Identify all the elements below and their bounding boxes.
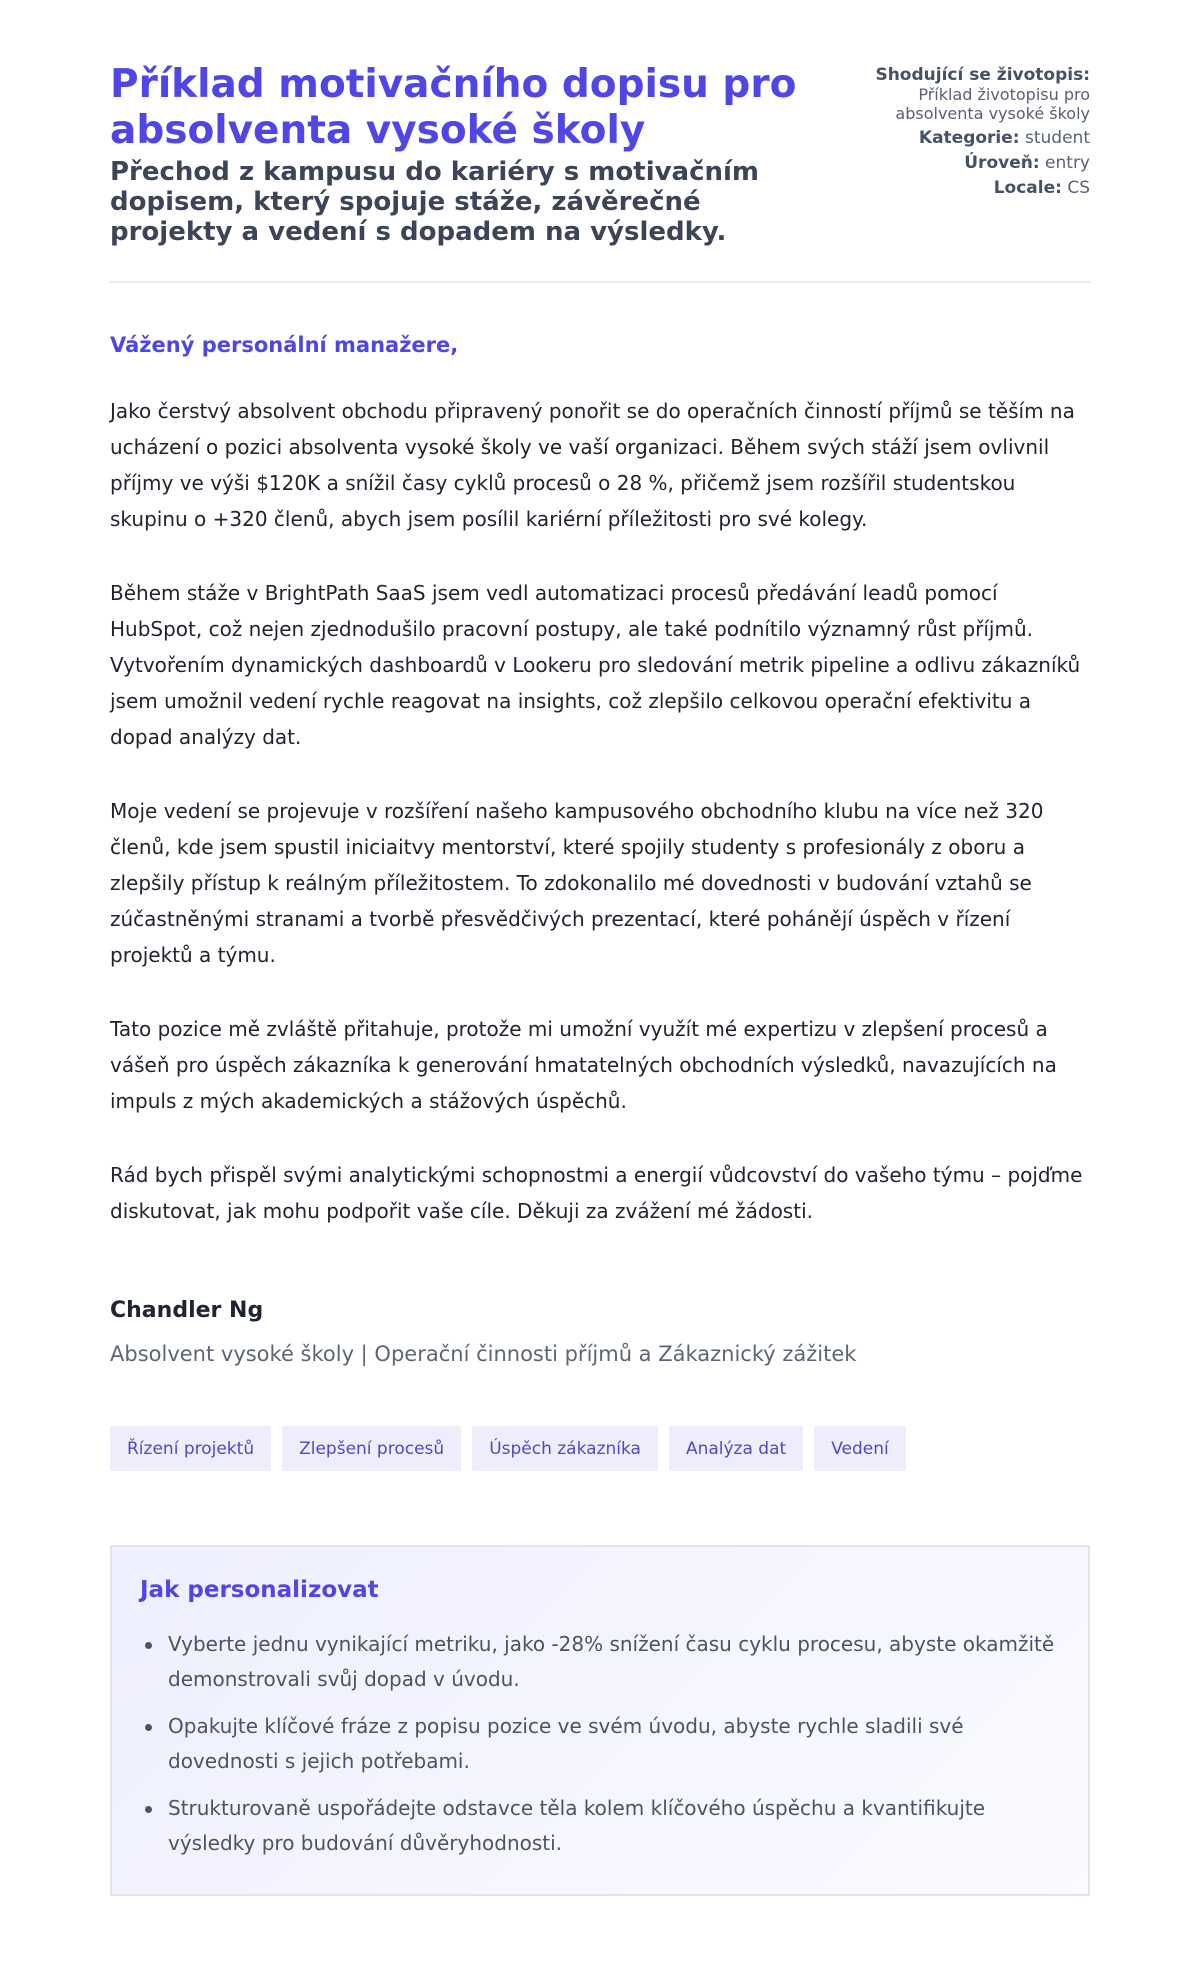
level-meta: [860, 154, 1090, 173]
tip-item-2: [168, 1709, 1060, 1779]
document-header: [110, 62, 1090, 283]
letter-paragraph-5: Rád bych přispěl svými analytickými schopnostmi a energií vůdcovství do vašeho týmu – pojďme diskutovat, jak mohu podpořit vaše cíle. Děkuji za zvážení mé žádosti.: [110, 1163, 1083, 1223]
matching-resume-value: Příklad životopisu pro absolventa vysoké školy: [895, 85, 1090, 123]
bullet-icon: [145, 1724, 152, 1731]
matching-resume-label: Shodující se životopis:: [875, 65, 1090, 85]
skill-tag-process-improvement: Zlepšení procesů: [282, 1426, 461, 1471]
bullet-icon: [145, 1642, 152, 1649]
skill-tag-data-analysis: Analýza dat: [669, 1426, 803, 1471]
locale-meta: [860, 179, 1090, 198]
locale-label: Locale:: [993, 178, 1062, 198]
page-title: Příklad motivačního dopisu pro absolventa vysoké školy: [110, 62, 797, 153]
page-subtitle: Přechod z kampusu do kariéry s motivačním dopisem, který spojuje stáže, závěrečné projekty a vedení s dopadem na výsledky.: [110, 157, 760, 247]
signature-title: Absolvent vysoké školy | Operační činnosti příjmů a Zákaznický zážitek: [110, 1342, 857, 1366]
title-block: [110, 62, 830, 247]
bullet-icon: [145, 1806, 152, 1813]
cover-letter-page: [110, 0, 1090, 1896]
skill-tag-leadership: Vedení: [814, 1426, 906, 1471]
letter-paragraph-2: Během stáže v BrightPath SaaS jsem vedl automatizaci procesů předávání leadů pomocí HubSpot, což nejen zjednodušilo pracovní postupy, ale také podnítilo významný růst příjmů. Vytvořením dynamických dashboardů v Lookeru pro sledování metrik pipeline a odlivu zákazníků jsem umožnil vedení rychle reagovat na insights, což zlepšilo celkovou operační efektivitu a dopad analýzy dat.: [110, 581, 1081, 749]
category-meta: [860, 129, 1090, 148]
personalization-tips: [110, 1545, 1090, 1896]
category-label: Kategorie:: [918, 128, 1020, 148]
tips-list: [140, 1627, 1060, 1861]
tip-text-3: Strukturovaně uspořádejte odstavce těla kolem klíčového úspěchu a kvantifikujte výsledky pro budování důvěryhodnosti.: [168, 1796, 986, 1855]
cover-letter-body: [110, 331, 1090, 1896]
signature-name: Chandler Ng: [110, 1298, 264, 1323]
letter-paragraph-4: Tato pozice mě zvláště přitahuje, protože mi umožní využít mé expertizu v zlepšení procesů a vášeň pro úspěch zákazníka k generování hmatatelných obchodních výsledků, navazujících na impuls z mých akademických a stážových úspěchů.: [110, 1017, 1057, 1113]
signature-block: [110, 1296, 1090, 1369]
tip-text-2: Opakujte klíčové fráze z popisu pozice ve svém úvodu, abyste rychle sladili své dovednosti s jejich potřebami.: [168, 1714, 964, 1773]
letter-paragraph-1: Jako čerstvý absolvent obchodu připravený ponořit se do operačních činností příjmů se těším na ucházení o pozici absolventa vysoké školy ve vaší organizaci. Během svých stáží jsem ovlivnil příjmy ve výši $120K a snížil časy cyklů procesů o 28 %, přičemž jsem rozšířil studentskou skupinu o +320 členů, abych jsem posílil kariérní příležitosti pro své kolegy.: [110, 399, 1075, 531]
tip-item-1: [168, 1627, 1060, 1697]
level-label: Úroveň:: [964, 153, 1040, 173]
document-metadata: [860, 66, 1090, 204]
level-value: entry: [1045, 153, 1090, 173]
skill-tags: [110, 1426, 1090, 1471]
skill-tag-customer-success: Úspěch zákazníka: [472, 1426, 658, 1471]
tip-text-1: Vyberte jednu vynikající metriku, jako -28% snížení času cyklu procesu, abyste okamžitě demonstrovali svůj dopad v úvodu.: [168, 1632, 1055, 1691]
letter-greeting: Vážený personální manažere,: [110, 333, 459, 357]
tips-title: Jak personalizovat: [140, 1577, 379, 1603]
locale-value: CS: [1067, 178, 1090, 198]
letter-paragraph-3: Moje vedení se projevuje v rozšíření našeho kampusového obchodního klubu na více než 320 členů, kde jsem spustil iniciaitvy mentorství, které spojily studenty s profesionály z oboru a zlepšily přístup k reálným příležitostem. To zdokonalilo mé dovednosti v budování vztahů se zúčastněnými stranami a tvorbě přesvědčivých prezentací, které pohánějí úspěch v řízení projektů a týmu.: [110, 799, 1044, 967]
category-value: student: [1025, 128, 1090, 148]
skill-tag-project-management: Řízení projektů: [110, 1426, 271, 1471]
matching-resume-meta: [860, 66, 1090, 123]
tip-item-3: [168, 1791, 1060, 1861]
